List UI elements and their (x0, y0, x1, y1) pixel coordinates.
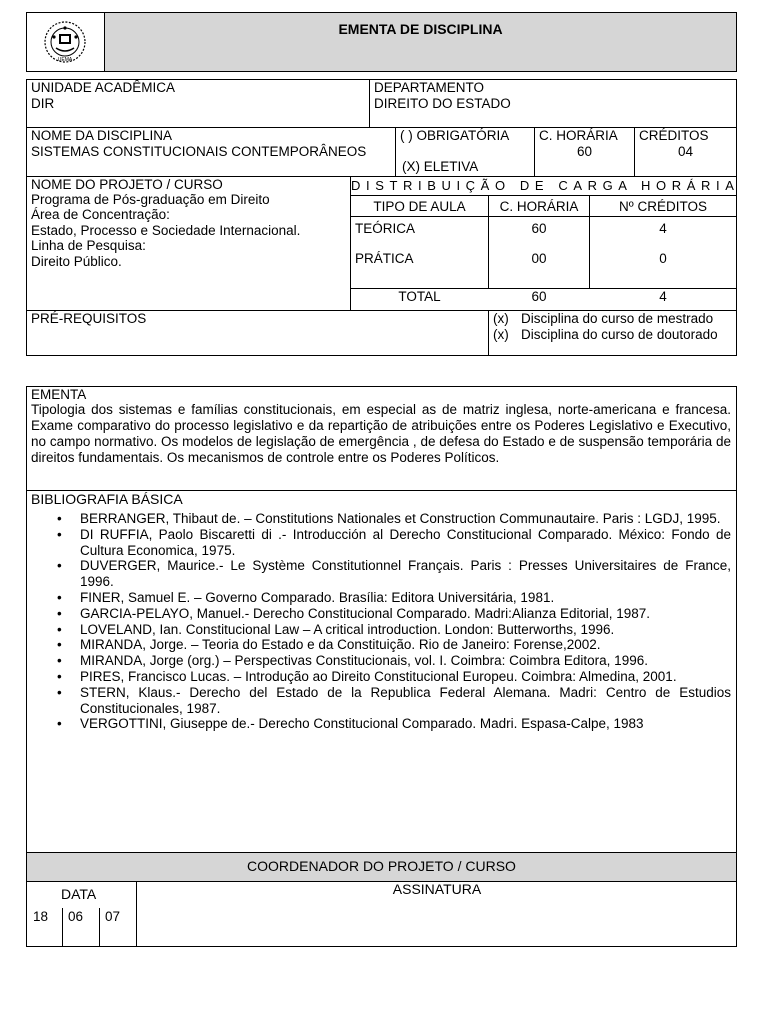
list-item: • DUVERGER, Maurice.- Le Système Constitutionnel Français. Paris : Presses Universitaires de France, 1996. (30, 558, 731, 590)
prereq-doutorado: Disciplina do curso de doutorado (521, 327, 718, 342)
disciplina-value: SISTEMAS CONSTITUCIONAIS CONTEMPORÂNEOS (31, 144, 367, 159)
bibliografia-label: BIBLIOGRAFIA BÁSICA (31, 491, 183, 507)
projeto-label: NOME DO PROJETO / CURSO (31, 177, 223, 192)
creditos-value: 04 (677, 144, 694, 159)
prereq-label: PRÉ-REQUISITOS (31, 311, 147, 326)
eletiva-option: (X) ELETIVA (402, 159, 479, 174)
prereq-mark-mestrado: (x) (493, 311, 509, 326)
row-teorica-cred: 4 (659, 221, 667, 236)
prereq-mark-doutorado: (x) (493, 327, 509, 342)
creditos-label: CRÉDITOS (639, 128, 709, 143)
row-teorica-tipo: TEÓRICA (355, 221, 416, 236)
date-month: 06 (68, 909, 84, 924)
obrigatoria-option: ( ) OBRIGATÓRIA (400, 128, 510, 143)
distribuicao-title: DISTRIBUIÇÃO DE CARGA HORÁRIA (351, 178, 740, 193)
col-header-tipo: TIPO DE AULA (373, 199, 466, 214)
row-pratica-tipo: PRÁTICA (355, 251, 414, 266)
carga-horaria-label: C. HORÁRIA (539, 128, 618, 143)
list-item: • FINER, Samuel E. – Governo Comparado. Brasília: Editora Universitária, 1981. (30, 590, 731, 606)
list-item: • PIRES, Francisco Lucas. – Introdução ao Direito Constitucional Europeu. Coimbra: Almedina, 2001. (30, 669, 731, 685)
projeto-line-1: Programa de Pós-graduação em Direito (31, 192, 270, 207)
prereq-mestrado: Disciplina do curso de mestrado (521, 311, 714, 326)
bibliografia-list (30, 511, 731, 732)
disciplina-label: NOME DA DISCIPLINA (31, 128, 173, 143)
row-pratica-cred: 0 (659, 251, 667, 266)
list-item: • BERRANGER, Thibaut de. – Constitutions Nationales et Construction Communautaire. Paris : LGDJ, 1995. (30, 511, 731, 527)
list-item: • LOVELAND, Ian. Constitucional Law – A critical introduction. London: Butterworths, 1996. (30, 622, 731, 638)
projeto-line-5: Direito Público. (31, 254, 122, 269)
departamento-value: DIREITO DO ESTADO (374, 96, 511, 111)
list-item: • MIRANDA, Jorge (org.) – Perspectivas Constitucionais, vol. I. Coimbra: Coimbra Editora, 1996. (30, 653, 731, 669)
list-item: • MIRANDA, Jorge. – Teoria do Estado e da Constituição. Rio de Janeiro: Forense,2002. (30, 637, 731, 653)
row-teorica-ch: 60 (531, 221, 547, 236)
date-year: 07 (105, 909, 121, 924)
row-pratica-ch: 00 (531, 251, 547, 266)
projeto-line-2: Área de Concentração: (31, 207, 170, 222)
unidade-value: DIR (31, 96, 55, 111)
page-title: EMENTA DE DISCIPLINA (338, 21, 503, 37)
departamento-label: DEPARTAMENTO (374, 80, 485, 95)
list-item: • VERGOTTINI, Giuseppe de.- Derecho Constitucional Comparado. Madri. Espasa-Calpe, 1983 (30, 716, 731, 732)
ementa-label: EMENTA (31, 387, 87, 402)
list-item: • STERN, Klaus.- Derecho del Estado de la Republica Federal Alemana. Madri: Centro de Estudios Constitucionales, 1987. (30, 685, 731, 717)
ementa-text: Tipologia dos sistemas e famílias constitucionais, em especial as de matriz inglesa, norte-americana e francesa. Exame comparativo do processo legislativo e da repartição de atribuições entre os Poderes Legislativo e Executivo, no campo normativo. Os modelos de legislação de emergência , de defesa do Estado e de suspensão temporária de direitos fundamentais. Os mecanismos de controle entre os Poderes Políticos. (31, 402, 731, 465)
row-total-tipo: TOTAL (398, 289, 441, 304)
list-item: • DI RUFFIA, Paolo Biscaretti di .- Introducción al Derecho Constitucional Comparado. México: Fondo de Cultura Economica, 1975. (30, 527, 731, 559)
row-total-ch: 60 (531, 289, 547, 304)
col-header-creditos: Nº CRÉDITOS (619, 199, 707, 214)
coordenador-label: COORDENADOR DO PROJETO / CURSO (247, 858, 516, 874)
list-item: • GARCIA-PELAYO, Manuel.- Derecho Constitucional Comparado. Madri:Alianza Editorial, 1987. (30, 606, 731, 622)
assinatura-label: ASSINATURA (392, 881, 482, 897)
col-header-ch: C. HORÁRIA (499, 199, 579, 214)
unidade-label: UNIDADE ACADÊMICA (31, 80, 176, 95)
logo-text: UEMA (57, 57, 73, 63)
projeto-line-4: Linha de Pesquisa: (31, 238, 146, 253)
university-logo (42, 20, 88, 64)
date-day: 18 (33, 909, 49, 924)
data-label: DATA (61, 886, 97, 902)
row-total-cred: 4 (659, 289, 667, 304)
carga-horaria-value: 60 (576, 144, 593, 159)
projeto-line-3: Estado, Processo e Sociedade Internacional. (31, 223, 301, 238)
